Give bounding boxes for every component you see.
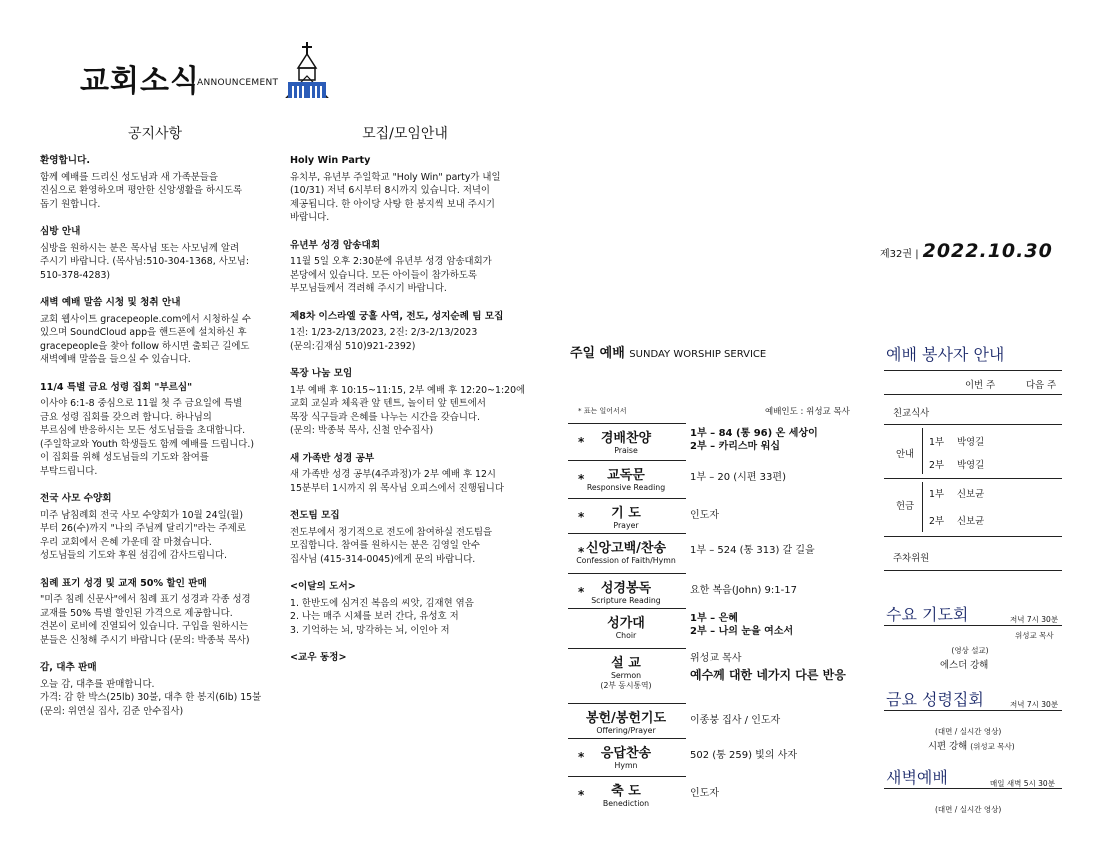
worship-item-detail [690,471,786,484]
recruit-column [290,154,526,679]
divider [884,625,1062,626]
recruit-section [290,367,526,438]
section-line: 교회 웹사이트 gracepeople.com에서 시청하실 수 [40,313,251,325]
worship-item-en: Benediction [602,799,650,808]
section-line: 3. 기억하는 뇌, 망각하는 뇌, 이인아 저 [290,624,450,636]
section-line: (문의: 위연실 집사, 김준 안수집사) [40,705,184,717]
wednesday-time: 저녁 7시 30분 [1010,615,1059,624]
detail-line: 예수께 대한 네가지 다른 반응 [690,668,846,682]
divider [884,394,1062,395]
section-line: 이 집회를 위해 성도님들의 기도와 참여를 [40,452,209,463]
section-line: 있으며 SoundCloud app을 핸드폰에 설치하신 후 [40,327,247,338]
detail-line: 502 (통 259) 빛의 사자 [690,750,797,761]
worship-item-en: Hymn [614,761,638,770]
col-this-week: 이번 주 [965,380,996,391]
section-line: 부탁드립니다. [40,465,98,477]
friday-text-group [928,738,1015,752]
friday-text: 시편 강해 [928,741,968,752]
worship-item-note: (2부 동시통역) [600,681,652,690]
detail-line: 인도자 [690,788,719,799]
divider [884,478,1062,479]
detail-line: 요한 복음(John) 9:1-17 [690,585,797,596]
section-line: 새 가족반 성경 공부(4주과정)가 2부 예배 후 12시 [290,469,496,480]
wednesday-mode: (영상 설교) [951,646,989,655]
detail-line: 2부 – 나의 눈을 여소서 [690,626,794,637]
section-line: 미주 남침례회 전국 사모 수양회가 10월 24일(월) [40,509,244,521]
section-line: 우리 교회에서 은혜 가운데 잘 마쳤습니다. [40,536,212,548]
stand-marker: * [578,472,585,486]
stand-marker: * [578,510,585,524]
section-line: 가격: 감 한 박스(25lb) 30불, 대추 한 봉지(6lb) 15불 [40,692,262,703]
section-line: 오늘 감, 대추를 판매합니다. [40,678,155,690]
recruit-section [290,452,520,496]
section-line: "미주 침례 신문사"에서 침례 표기 성경과 각종 성경 [40,594,251,605]
section-line: 부모님들께서 격려해 주시기 바랍니다. [290,283,447,294]
dawn-mode: (대면 / 실시간 영상) [935,805,1002,814]
section-line: 새벽예배 말씀을 들으실 수 있습니다. [40,354,191,365]
divider [568,498,686,499]
section-line: 성도님들의 기도와 후원 섬김에 감사드립니다. [40,550,227,561]
section-line: 2. 나는 매주 시체를 보러 간다, 유성호 저 [290,611,459,622]
page-title: 교회소식 [80,64,200,99]
section-line: (10/31) 저녁 6시부터 8시까지 있습니다. 저녁이 [290,185,490,196]
parking-label: 주차위원 [893,553,930,564]
wednesday-text: 에스더 강해 [940,660,989,671]
stand-marker: * [578,788,585,802]
usher-label: 안내 [896,449,915,460]
worship-item-name [576,537,676,565]
section-title: Holy Win Party [290,155,371,166]
detail-line: 2부 – 카리스마 워십 [690,441,781,452]
stand-marker: * [578,750,585,764]
servants-heading: 예배 봉사자 안내 [886,345,1005,364]
friday-heading: 금요 성령집회 [886,690,984,709]
worship-item [568,462,868,496]
worship-item-detail [690,509,719,522]
section-line: 진심으로 환영하오며 평안한 신앙생활을 하시도록 [40,185,243,196]
worship-item-name [576,502,676,530]
divider [568,776,686,777]
section-line: (문의: 박종북 목사, 신철 안수집사) [290,425,434,436]
notices-heading: 공지사항 [127,126,183,142]
divider [568,738,686,739]
standing-note: * 표는 일어서서 [578,407,627,415]
worship-item-kr: 축 도 [611,784,641,799]
worship-item-detail [690,714,780,727]
section-title: 침례 표기 성경 및 교재 50% 할인 판매 [40,577,207,589]
worship-item-en: Sermon [610,671,642,680]
worship-item [568,500,868,534]
worship-item-kr: 봉헌/봉헌기도 [585,711,667,726]
section-line: 15분부터 1시까지 위 목사님 오피스에서 진행됩니다 [290,482,504,494]
notices-section [40,492,270,563]
worship-item [568,650,868,690]
worship-item [568,425,868,459]
recruit-heading: 모집/모임안내 [362,126,448,142]
section-title: 심방 안내 [40,226,81,237]
friday-time: 저녁 7시 30분 [1010,700,1059,709]
offering-part2: 2부 [929,516,945,527]
divider [922,428,923,474]
worship-item-kr: 신앙고백/찬송 [585,541,667,556]
section-line: 유치부, 유년부 주일학교 "Holy Win" party가 내일 [290,171,501,183]
worship-item-detail [690,427,818,453]
divider [884,570,1062,571]
usher-part2-name: 박영길 [957,460,985,471]
worship-item-kr: 기 도 [611,506,641,521]
worship-item-kr: 성경봉독 [600,581,652,596]
worship-item-en: Responsive Reading [586,483,666,492]
section-line: gracepeople을 찾아 follow 하시면 출퇴근 길에도 [40,340,250,352]
notices-section [40,661,270,718]
section-line: 1부 예배 후 10:15~11:15, 2부 예배 후 12:20~1:20에 [290,384,526,396]
worship-item-name [576,742,676,770]
dawn-heading: 새벽예배 [886,768,948,787]
worship-item-name [576,780,676,808]
notices-section [40,296,270,367]
worship-item-detail [690,749,797,762]
notices-section [40,381,270,479]
worship-item [568,778,868,812]
worship-item-kr: 경배찬양 [600,431,652,446]
notices-column [40,154,270,732]
worship-item-name [576,427,676,455]
worship-item-kr: 설 교 [611,656,641,671]
worship-item-en: Prayer [613,521,639,530]
section-line: 제공됩니다. 한 아이당 사탕 한 봉지씩 보내 주시기 [290,198,495,210]
stand-marker: * [578,545,585,559]
section-line: 본당에서 있습니다. 모든 아이들이 참가하도록 [290,269,477,281]
section-line: 주시기 바랍니다. (목사님:510-304-1368, 사모님: [40,256,250,267]
dawn-time: 매일 새벽 5시 30분 [990,779,1055,788]
stand-marker: * [578,435,585,449]
detail-line: 인도자 [690,510,719,521]
worship-item-kr: 교독문 [607,468,645,483]
recruit-section [290,580,520,637]
offering-part2-name: 신보균 [957,516,985,527]
section-line: 부르심에 반응하시는 모든 성도님들을 초대합니다. [40,425,246,436]
offering-part1: 1부 [929,489,945,500]
worship-item [568,610,868,644]
issue-date: 2022.10.30 [922,240,1053,262]
recruit-section [290,509,520,566]
divider [568,533,686,534]
friday-leader: (위성교 목사) [970,742,1015,751]
divider [568,703,686,704]
section-title: 유년부 성경 암송대회 [290,239,381,251]
page-subtitle: ANNOUNCEMENT [197,78,279,88]
worship-title-kr: 주일 예배 [570,346,625,361]
worship-title [570,342,766,361]
section-title: <이달의 도서> [290,581,356,592]
notices-section [40,154,270,211]
notices-section [40,225,270,282]
worship-item [568,705,868,739]
divider [568,608,686,609]
section-line: 목장 식구들과 은혜를 나누는 시간을 갖습니다. [290,411,480,423]
section-line: 11월 5일 오후 2:30분에 유년부 성경 암송대회가 [290,256,492,267]
section-line: 집사님 (415-314-0045)에게 문의 바랍니다. [290,553,476,565]
worship-item-en: Confession of Faith/Hymn [576,556,676,565]
divider [884,536,1062,537]
section-line: 심방을 원하시는 분은 목사님 또는 사모님께 알려 [40,242,240,254]
worship-item-en: Choir [615,631,637,640]
divider [568,648,686,649]
divider [568,423,686,424]
issue-info [880,240,1053,262]
detail-line: 1부 – 524 (통 313) 갈 길을 [690,545,815,556]
usher-part1-name: 박영길 [957,437,985,448]
section-line: 510-378-4283) [40,269,111,281]
divider [568,460,686,461]
worship-item-en: Scripture Reading [591,596,661,605]
issue-volume: 제32권 | [880,249,919,260]
section-title: 목장 나눔 모임 [290,368,353,379]
detail-line: 1부 – 84 (통 96) 온 세상이 [690,428,818,439]
worship-title-en: SUNDAY WORSHIP SERVICE [629,349,767,360]
worship-item-name [576,464,676,492]
section-title: 환영합니다. [40,155,90,166]
worship-item-name [576,652,676,691]
divider [884,370,1062,371]
worship-item [568,535,868,569]
detail-line: 이종붕 집사 / 인도자 [690,715,781,726]
fellowship-label: 친교식사 [893,408,930,419]
divider [568,573,686,574]
recruit-section [290,651,520,665]
section-line: (문의:김재심 510)921-2392) [290,340,416,352]
section-title: 전도팀 모집 [290,510,340,521]
wednesday-leader: 위성교 목사 [1015,631,1054,640]
worship-item-detail [690,544,815,557]
worship-leader-note: 예배인도 : 위성교 목사 [765,407,850,417]
stand-marker: * [578,585,585,599]
recruit-section [290,310,520,354]
section-line: 1. 한반도에 심겨진 복음의 씨앗, 김재현 엮음 [290,597,474,609]
section-title: 새벽 예배 말씀 시청 및 청취 안내 [40,297,181,308]
usher-part2: 2부 [929,460,945,471]
divider [884,710,1062,711]
section-line: 1진: 1/23-2/13/2023, 2진: 2/3-2/13/2023 [290,327,478,338]
section-title: <교우 동정> [290,652,347,663]
section-line: 교회 교실과 체육관 앞 텐트, 놀이터 앞 텐트에서 [290,398,486,409]
divider [922,482,923,532]
section-line: 돕기 원합니다. [40,198,101,210]
wednesday-heading: 수요 기도회 [886,605,969,624]
section-title: 전국 사모 수양회 [40,493,112,504]
section-line: 교재를 50% 특별 할인된 가격으로 제공합니다. [40,607,233,619]
worship-item [568,740,868,774]
offering-label: 헌금 [896,501,915,512]
section-line: 분들은 신청해 주시기 바랍니다 (문의: 박종북 목사) [40,634,250,646]
detail-line: 위성교 목사 [690,653,742,664]
recruit-section [290,154,520,225]
worship-item-detail [690,787,719,800]
section-line: 이사야 6:1-8 중심으로 11월 첫 주 금요일에 특별 [40,398,243,409]
worship-item-detail [690,612,793,638]
section-title: 새 가족반 성경 공부 [290,452,375,464]
section-line: 부터 26(수)까지 "나의 주님께 달리기"라는 주제로 [40,523,246,534]
offering-part1-name: 신보균 [957,489,985,500]
col-next-week: 다음 주 [1026,380,1057,391]
worship-item-kr: 응답찬송 [600,746,652,761]
friday-mode: (대면 / 실시간 영상) [935,727,1002,736]
worship-item-name [576,707,676,735]
section-line: 바랍니다. [290,212,330,223]
worship-item-en: Offering/Prayer [596,726,656,735]
section-line: 견본이 로비에 진열되어 있습니다. 구입을 원하시는 [40,621,249,632]
notices-section [40,577,270,648]
worship-item-name [576,612,676,640]
detail-line: 1부 – 은혜 [690,613,738,624]
worship-item [568,575,868,609]
divider [884,424,1062,425]
section-title: 11/4 특별 금요 성령 집회 "부르심" [40,381,193,393]
recruit-section [290,239,520,296]
section-title: 감, 대추 판매 [40,662,97,673]
worship-item-en: Praise [614,446,638,455]
section-line: 함께 예배를 드리신 성도님과 새 가족분들을 [40,171,218,183]
usher-part1: 1부 [929,437,945,448]
worship-item-kr: 성가대 [607,616,645,631]
church-icon [284,42,330,98]
section-line: 모집합니다. 참여를 원하시는 분은 김영일 안수 [290,540,480,551]
section-line: 전도부에서 정기적으로 전도에 참여하실 전도팀을 [290,526,493,538]
section-line: (주일학교와 Youth 학생들도 함께 예배를 드립니다.) [40,438,254,450]
worship-item-detail [690,652,846,682]
worship-item-detail [690,584,797,597]
worship-item-name [576,577,676,605]
section-line: 금요 성령 집회를 갖으려 합니다. 하나님의 [40,411,212,423]
detail-line: 1부 – 20 (시편 33편) [690,472,786,483]
section-title: 제8차 이스라엘 궁홀 사역, 전도, 성지순례 팀 모집 [290,310,504,322]
